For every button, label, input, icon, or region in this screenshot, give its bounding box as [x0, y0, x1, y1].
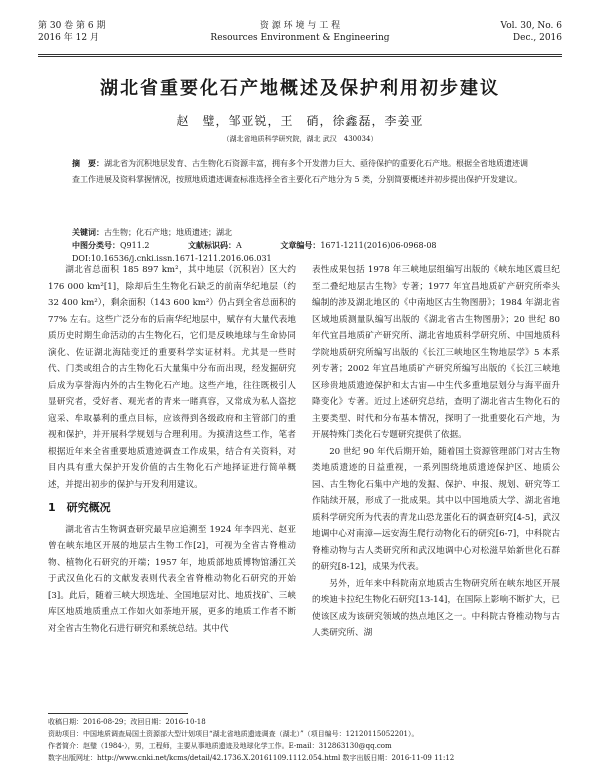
- abstract-label: 摘 要：: [72, 159, 104, 168]
- intro-paragraph: 湖北省总面积 185 897 km²，其中地层（沉积岩）区大约 176 000 km²[1]，除却后生生物化石缺乏的前南华纪地层（约 32 400 km²），剩余面积（143 600 km²）仍占到全省总面积的 77% 左右。这些广泛分布的后南华纪地层中，赋存有大量代表地质历史时期生命活动的古生物化石，它们是反映地球与生命协同演化、佐证湖北海陆变迁的重要科学实证材料。尤其是一些时代、门类或组合的古生物化石大量集中分布而出现，经发掘研究后成为享誉海内外的古生物化石产地。这些产地，往往既极引人显研究者，受好者、观光者的青来一睹真容，又常成为私人盗挖寇采、牟取暴利的重点目标，应该得到各级政府和主管部门的重视和保护，并开展科学规划与合理利用。为摸清这些工作，笔者根据近年来全省重要地质遗迹调查工作成果，结合有关资料，对目内具有重大保护开发价值的古生物化石产地择证进行简单概述，并提出初步的保护与开发利用建议。: [48, 265, 296, 490]
- footnotes: [48, 716, 552, 764]
- article-authors: 赵 璧，邹亚锐，王 硝，徐鑫磊，李姜亚: [176, 114, 424, 128]
- running-header: [38, 20, 562, 56]
- keywords-label: 关键词：: [72, 228, 104, 237]
- body-paragraph: 湖北省古生物调查研究最早应追溯至 1924 年李四光、赵亚曾在峡东地区开展的地层古生物工作[2]，可视为全省古脊椎动物、植物化石研究的开端；1957 年，地质部地质博物馆潘江关于武汉鱼化石的文献发表则代表全省脊椎动物化石研究的开始[3]。此后，随着三峡大坝选址、全国地层对比、地质找矿、三峡库区地质地质重点工作如火如荼地开展，更多的地质工作者不断对全省古生物化石进行研究和系统总结。其中代: [48, 524, 296, 634]
- body-paragraph: 20 世纪 90 年代后期开始，随着国土资源管理部门对古生物类地质遗迹的日益重视，一系列围绕地质遗迹保护区、地质公园、古生物化石集中产地的发掘、保护、申报、规划、研究等工作陆续开展，形成了一批成果。其中以中国地质大学、湖北省地质科学研究所为代表的青龙山恐龙蛋化石的调查研究[4-5]，武汉地调中心对南漳—远安海生爬行动物化石的研究[6-7]，中科院古脊椎动物与古人类研究所和武汉地调中心对松滋早始新世化石群的研究[8-12]，成果为代表。: [312, 446, 560, 572]
- issue-date: 2016 年 12 月: [38, 33, 99, 43]
- left-column: [48, 262, 296, 637]
- received-date: 收稿日期：2016-08-29；改回日期：2016-10-18: [48, 718, 206, 726]
- doi: DOI:10.16536/j.cnki.issn.1671-1211.2016.06.031: [72, 254, 272, 263]
- author-bio: 作者简介：赵璧（1984-），男，工程师，主要从事地质遗迹及地球化学工作。E-mail：312863130@qq.com: [48, 742, 392, 750]
- article-meta: [72, 226, 528, 265]
- abstract: [72, 156, 528, 188]
- volume-en: Vol. 30, No. 6: [500, 21, 562, 31]
- header-rule-thin: [38, 56, 562, 57]
- footnote-rule: [48, 713, 188, 714]
- keywords-row: [72, 226, 528, 239]
- author-affiliation: （湖北省地质科学研究院，湖北 武汉 430034）: [222, 135, 378, 143]
- online-publication: 数字出版网址：http://www.cnki.net/kcms/detail/42.1736.X.20161109.1112.054.html 数字出版日期：2016-11-09 11:12: [48, 754, 455, 762]
- header-rule: [38, 54, 562, 55]
- journal-name-en: Resources Environment & Engineering: [210, 33, 390, 43]
- body-paragraph: 表性成果包括 1978 年三峡地层组编写出版的《峡东地区震旦纪至二叠纪地层古生物》专著；1977 年宜昌地质矿产研究所牵头编制的涉及湖北地区的《中南地区古生物图册》；1984 年湖北省区域地质测量队编写出版的《湖北省古生物图册》；20 世纪 80 年代宜昌地质矿产研究所、湖北省地质科学研究所、中国地质科学院地质研究所编写出版的《长江三峡地区生物地层学》5 本系列专著；2002 年宜昌地质矿产研究所编写出版的《长江三峡地区珍贵地质遗迹保护和太古宙—中生代多重地层划分与海平面升降变化》专著。近过上述研究总结，查明了湖北省古生物化石的主要类型、时代和分布基本情况，探明了一批重要化石产地，为开展特殊门类化石专题研究提供了依据。: [312, 265, 560, 440]
- article-title: 湖北省重要化石产地概述及保护利用初步建议: [100, 78, 500, 99]
- journal-name: [38, 20, 562, 44]
- article-number: 文章编号：1671-1211(2016)06-0968-08: [280, 241, 437, 250]
- volume-issue: 第 30 卷 第 6 期: [38, 21, 106, 31]
- abstract-text: 湖北省为沉积地层发育、古生物化石资源丰富，拥有多个开发潜力巨大、亟待保护的重要化石产地。根据全省地质遗迹调查工作进展及资料掌握情况，按照地质遗迹调查标准选择全省主要化石产地分为 5 类，分别简要概述并初步提出保护开发建议。: [72, 159, 528, 184]
- section-heading: 1 研究概况: [48, 501, 111, 514]
- doc-code: 文献标识码：A: [188, 241, 242, 250]
- body-paragraph: 另外，近年来中科院南京地质古生物研究所在峡东地区开展的埃迪卡拉纪生物化石研究[13-14]，在国际上影响不断扩大，已使该区成为该研究领域的热点地区之一。中科院古脊椎动物与古人类研究所、湖: [312, 578, 560, 638]
- date-en: Dec., 2016: [512, 33, 562, 43]
- journal-name-cn: 资 源 环 境 与 工 程: [259, 21, 341, 31]
- classification-row: [72, 239, 528, 252]
- keywords-text: 古生物；化石产地；地质遗迹；湖北: [104, 228, 232, 237]
- right-column: [312, 262, 560, 642]
- funding-note: 资助项目：中国地质调查局国土资源部大型计划项目“湖北省地质遗迹调查（湖北）”（项目编号：12120115052201）。: [48, 730, 419, 738]
- clc-number: 中图分类号：Q911.2: [72, 241, 150, 250]
- journal-volume-en: [501, 20, 562, 44]
